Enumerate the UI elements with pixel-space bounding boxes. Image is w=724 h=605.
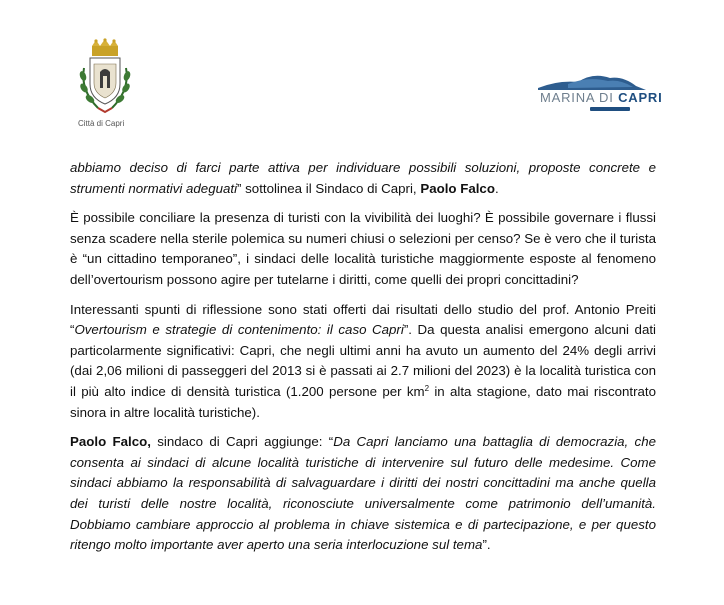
brand-name: MARINA DI CAPRI xyxy=(540,90,663,105)
city-crest-icon xyxy=(70,38,140,118)
letterhead xyxy=(0,0,724,140)
article-body xyxy=(70,158,656,565)
paragraph-1: abbiamo deciso di farci parte attiva per individuare possibili soluzioni, proposte concrete e strumenti normativi adeguati” sottolinea il Sindaco di Capri, Paolo Falco. xyxy=(70,160,656,196)
city-label: Città di Capri xyxy=(78,119,125,128)
paragraph-3: Interessanti spunti di riflessione sono stati offerti dai risultati dello studio del prof. Antonio Preiti “Overtourism e strategie di contenimento: il caso Capri”. Da questa analisi emergono alcuni dati particolarmente significativi: Capri, che negli ultimi anni ha avuto un aumento del 24% degli arrivi (dai 2,06 milioni di passeggeri del 2013 si è passati ai 2.7 milioni del 2023) è la località turistica con il più alto indice di densità turistica (1.200 persone per $km^2$ in alta stagione, dato mai riscontrato sinora in altre località turistiche). xyxy=(70,301,656,420)
paragraph-4: Paolo Falco, sindaco di Capri aggiunge: “Da Capri lanciamo una battaglia di democrazia, che consenta ai sindaci di alcune località turistiche di intervenire sul futuro delle medesime. Come sindaci abbiamo la responsabilità di salvaguardare i diritti dei nostri concittadini ma anche quella dei turisti delle nostre località, riconosciute universalmente come patrimonio dell’umanità. Dobbiamo cambiare approccio al problema in chiave sistemica e di partecipazione, e per questo ritengo molto importante aver aperto una seria interlocuzione sul tema”. xyxy=(70,434,656,553)
brand-tagline-bar xyxy=(590,107,630,111)
paragraph-2: È possibile conciliare la presenza di turisti con la vivibilità dei luoghi? È possibile governare i flussi senza scadere nella sterile polemica su numeri chiusi o selezioni per censo? Se è vero che il turista è “un cittadino temporaneo”, i sindaci delle località turistiche maggiormente esposte al fenomeno dell’overtourism possono agire per tutelarne i diritti, come quelli dei propri concittadini? xyxy=(70,210,656,287)
